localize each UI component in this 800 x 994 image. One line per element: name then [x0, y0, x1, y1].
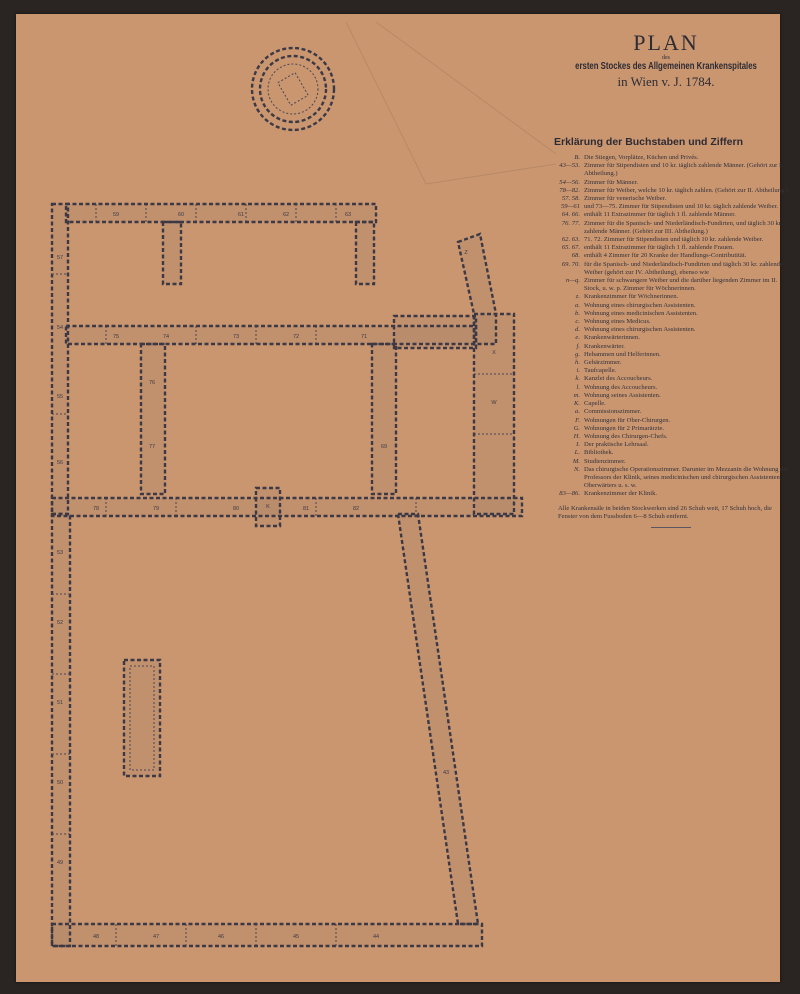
legend-item [552, 441, 790, 449]
room-number: K [266, 504, 270, 510]
legend-key: d. [575, 326, 580, 334]
legend-text: Bibliothek. [584, 449, 614, 457]
room-number: 80 [232, 506, 240, 512]
round-tower [252, 48, 334, 130]
legend-item [552, 318, 790, 326]
legend-text: Taufcapelle. [584, 367, 617, 375]
room-number: 59 [112, 212, 120, 218]
legend-item [552, 244, 790, 252]
legend-item [552, 466, 790, 491]
legend-key: L. [574, 449, 580, 457]
plan-subtitle: ersten Stockes des Allgemeinen Krankenspitales [575, 61, 757, 72]
room-number: 47 [152, 934, 160, 940]
legend-key: e. [575, 334, 580, 342]
legend-text: Hebammen und Helferinnen. [584, 350, 661, 358]
wing-stub-right [356, 222, 374, 284]
legend-text: Krankenzimmer der Klinik. [584, 490, 658, 498]
legend-text: 71. 72. Zimmer für Stipendisten und täglich 10 kr. zahlende Weiber. [584, 236, 764, 244]
legend-text: für die Spanisch- und Niederländisch-Fundirten und täglich 30 kr. zahlende Weiber (gehört zur IV. Abtheilung), ebenso wie [584, 260, 783, 276]
room-number: 73 [232, 334, 240, 340]
legend-text: Capelle. [584, 400, 606, 408]
fold-line-2 [376, 22, 556, 154]
wing-left-lower [52, 514, 70, 946]
legend-item [552, 220, 790, 236]
wing-lower [52, 498, 522, 516]
legend-item [552, 384, 790, 392]
legend-item [552, 310, 790, 318]
legend-key: a. [575, 301, 580, 309]
legend-key: I. [576, 441, 580, 449]
legend-text: enthält 4 Zimmer für 20 Kranke der Handlungs-Contributität. [584, 252, 747, 260]
legend-text: Studienzimmer. [584, 457, 626, 465]
legend-key: 59—61 [560, 203, 580, 211]
room-number: 56 [56, 460, 64, 466]
legend-item [552, 211, 790, 219]
room-number: 74 [162, 334, 170, 340]
legend-key: 78—82. [559, 186, 580, 194]
room-number: 50 [56, 780, 64, 786]
legend-item [552, 351, 790, 359]
legend-text: Wohnung seines Assistenten. [584, 391, 661, 399]
room-number: X [492, 350, 496, 356]
plan-title-des: des [662, 55, 670, 61]
plan-title: PLAN [633, 30, 699, 55]
legend-item [552, 293, 790, 301]
legend-item [552, 400, 790, 408]
legend-item [552, 375, 790, 383]
legend-title: Erklärung der Buchstaben und Ziffern [554, 136, 744, 148]
room-number: 75 [112, 334, 120, 340]
legend-key: i. [576, 367, 580, 375]
room-number: 82 [352, 506, 360, 512]
room-number: 61 [237, 212, 245, 218]
legend-text: Wohnung des Chirurgen-Chefs. [584, 432, 668, 440]
room-number: 62 [282, 212, 290, 218]
legend-note: Alle Krankensäle in beiden Stockwerken sind 26 Schuh weit, 17 Schuh hoch, die Fenster von dem Fussboden 6—8 Schuh entfernt. [558, 504, 772, 520]
room-number: W [491, 400, 497, 406]
legend-key: H. [573, 432, 580, 440]
room-number: 60 [177, 212, 185, 218]
legend-text: und 73—75. Zimmer für Stipendisten und 10 kr. täglich zahlende Weiber. [584, 203, 779, 211]
room-number: 48 [92, 934, 100, 940]
legend-text: Wohnungen für 2 Primarärzte. [584, 424, 665, 432]
legend-key: 57. 58. [561, 195, 580, 203]
room-number: 43 [442, 770, 450, 776]
legend-item [552, 433, 790, 441]
legend-key: h. [575, 359, 580, 367]
legend-key: z. [575, 293, 580, 301]
legend-key: m. [573, 391, 580, 399]
legend-item [552, 302, 790, 310]
legend-key: 83—86. [559, 490, 580, 498]
legend-item [552, 179, 790, 187]
wing-diagonal [398, 514, 478, 924]
room-number: 71 [360, 334, 368, 340]
legend-item [552, 334, 790, 342]
legend-key: M. [572, 457, 580, 465]
legend-key: c. [575, 318, 580, 326]
legend-text: Zimmer für Weiber, welche 10 kr. täglich zahlen. (Gehört zur II. Abtheilung.) [584, 186, 789, 194]
legend-key: 54—56. [559, 178, 580, 186]
legend-text: Der praktische Lehrsaal. [584, 441, 649, 449]
legend-key: 43—53. [559, 162, 580, 170]
wing-inner-right [372, 344, 396, 494]
legend-text: Zimmer für Stipendisten und 10 kr. täglich zahlende Männer. (Gehört zur I. Abtheilung.) [584, 162, 783, 178]
room-number: 79 [152, 506, 160, 512]
room-number: 52 [56, 620, 64, 626]
maternity-block [474, 314, 514, 514]
room-number: 49 [56, 860, 64, 866]
legend-text: Zimmer für venerische Weiber. [584, 195, 667, 203]
room-number: 54 [56, 325, 64, 331]
legend-item [552, 417, 790, 425]
room-number: 63 [344, 212, 352, 218]
legend-item [552, 277, 790, 293]
legend-item [552, 187, 790, 195]
legend-key: G. [573, 424, 580, 432]
legend-text: enthält 11 Extrazimmer für täglich 1 fl. zahlende Frauen. [584, 244, 734, 252]
legend-item [552, 154, 790, 162]
legend-item [552, 449, 790, 457]
room-number: Z [464, 250, 468, 256]
legend-text: Wohnung eines Medicus. [584, 318, 651, 326]
legend-text: Wohnungen für Ober-Chirurgen. [584, 416, 671, 424]
legend-text: Die Stiegen, Vorplätze, Küchen und Privés. [584, 154, 699, 161]
plan-sheet [16, 14, 789, 982]
room-number: 78 [92, 506, 100, 512]
wing-left-upper [52, 204, 68, 514]
legend-key: N. [573, 465, 580, 473]
legend-key: 76. 77. [561, 219, 580, 227]
legend-text: Zimmer für die Spanisch- und Niederländisch-Fundirten, und täglich 30 kr. zahlende Männer. (Gehört zur III. Abtheilung.) [584, 219, 783, 235]
room-number: 44 [372, 934, 380, 940]
legend-text: Commissionszimmer. [584, 408, 642, 416]
legend-text: Das chirurgische Operationszimmer. Darunter im Mezzanin die Wohnung des Professors der Klinik, seines medicinischen und chirurgischen Assistenten, Oberwärters u. s. w. [584, 465, 789, 490]
legend-key: f. [576, 342, 580, 350]
legend-item [552, 359, 790, 367]
fold-line [346, 22, 556, 184]
legend-key: g. [575, 350, 580, 358]
room-number: 55 [56, 394, 64, 400]
legend-item [552, 252, 790, 260]
title-block [556, 32, 776, 90]
legend-text: Zimmer für Männer. [584, 178, 639, 186]
legend-text: Wohnung eines chirurgischen Assistenten. [584, 326, 696, 334]
legend-text: Krankenwärter. [584, 342, 625, 350]
legend-item [552, 261, 790, 277]
legend-item [552, 392, 790, 400]
legend-key: 68. [571, 252, 580, 260]
legend-key: a. [575, 408, 580, 416]
legend-key: n—q. [565, 277, 580, 285]
room-number: 46 [217, 934, 225, 940]
legend-text: Krankenzimmer für Wöchnerinnen. [584, 293, 679, 301]
legend [552, 154, 790, 528]
legend-text: Wohnung des Accoucheurs. [584, 383, 658, 391]
room-number: 45 [292, 934, 300, 940]
room-number: 77 [148, 444, 156, 450]
legend-item [552, 425, 790, 433]
legend-text: Krankenwärterinnen. [584, 334, 640, 342]
legend-key: 69. 70. [561, 260, 580, 268]
legend-item [552, 343, 790, 351]
legend-text: Kanzlei des Accoucheurs. [584, 375, 653, 383]
legend-key: K. [573, 400, 580, 408]
legend-item [552, 367, 790, 375]
legend-key: b. [575, 309, 580, 317]
legend-key: B. [574, 154, 580, 161]
legend-item [552, 203, 790, 211]
wing-bottom [52, 924, 482, 946]
legend-text: Zimmer für schwangere Weiber und die darüber liegenden Zimmer im II. Stock, u. w. p. Zimmer für Wöchnerinnen. [584, 277, 778, 293]
block-isolated [124, 660, 160, 776]
wing-inner-left [141, 344, 165, 494]
legend-item [552, 195, 790, 203]
legend-item [552, 326, 790, 334]
legend-item [552, 162, 790, 178]
legend-item [552, 458, 790, 466]
wing-stub-left [163, 222, 181, 284]
room-number: 51 [56, 700, 64, 706]
room-number: 81 [302, 506, 310, 512]
room-number: 72 [292, 334, 300, 340]
room-number: 57 [56, 255, 64, 261]
legend-divider [651, 527, 691, 528]
legend-text: Wohnung eines chirurgischen Assistenten. [584, 301, 696, 309]
room-number: 53 [56, 550, 64, 556]
legend-key: l. [576, 383, 580, 391]
legend-text: enthält 11 Extrazimmer für täglich 1 fl. zahlende Männer. [584, 211, 736, 219]
maternity-annex [394, 316, 476, 348]
legend-key: 62. 63. [561, 236, 580, 244]
legend-text: Wohnung eines medicinischen Assistenten. [584, 309, 698, 317]
legend-text: Gebärzimmer. [584, 359, 622, 367]
legend-item [552, 236, 790, 244]
legend-key: k. [575, 375, 580, 383]
legend-item [552, 490, 790, 498]
legend-item [552, 408, 790, 416]
plan-location: in Wien v. J. 1784. [617, 74, 715, 89]
room-number: 69 [380, 444, 388, 450]
legend-key: 65. 67. [561, 244, 580, 252]
room-number: 76 [148, 380, 156, 386]
legend-key: 64. 66. [561, 211, 580, 219]
legend-key: F. [575, 416, 580, 424]
